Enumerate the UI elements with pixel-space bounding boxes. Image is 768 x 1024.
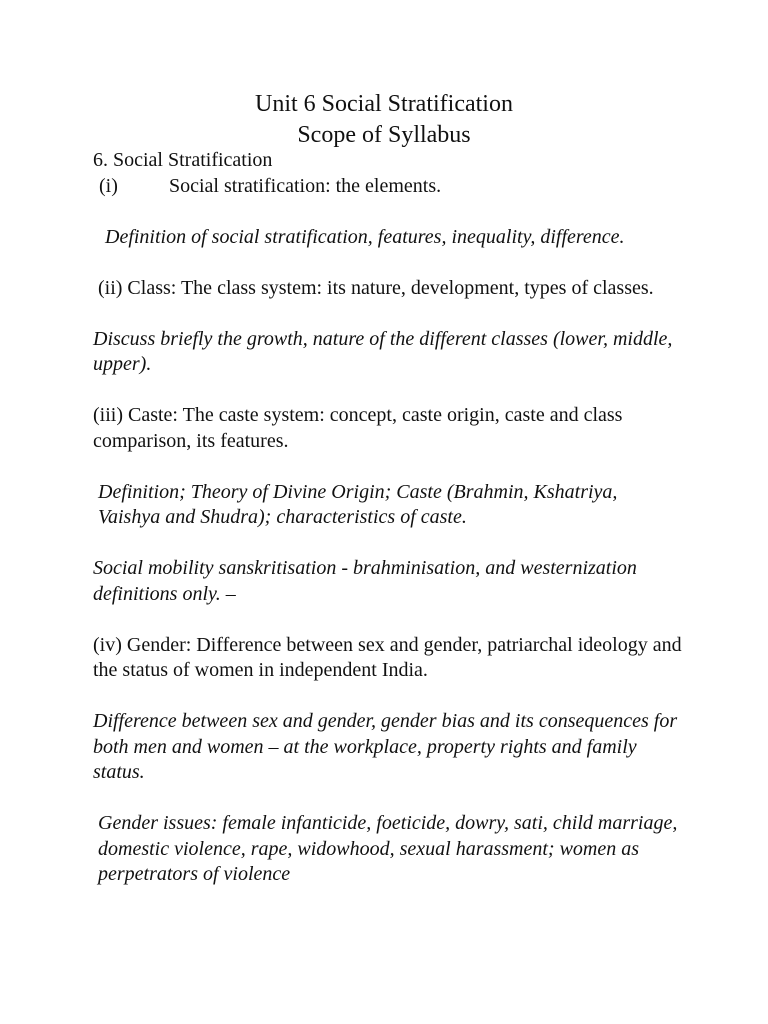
list-item-i-number: (i): [99, 174, 118, 197]
paragraph-ii-class: (ii) Class: The class system: its nature, development, types of classes.: [98, 276, 654, 299]
note-iii-mobility: Social mobility sanskritisation - brahminisation, and westernization definitions only. –: [93, 557, 637, 605]
list-item-i: [93, 174, 683, 200]
note-iii: Definition; Theory of Divine Origin; Caste (Brahmin, Kshatriya, Vaishya and Shudra); characteristics of caste.: [98, 480, 618, 528]
paragraph-iii-caste: (iii) Caste: The caste system: concept, caste origin, caste and class comparison, its features.: [93, 404, 623, 452]
paragraph-iv-gender: (iv) Gender: Difference between sex and gender, patriarchal ideology and the status of women in independent India.: [93, 633, 682, 681]
list-item-i-text: Social stratification: the elements.: [169, 174, 442, 197]
page-subtitle: Scope of Syllabus: [297, 122, 471, 148]
note-iv-issues: Gender issues: female infanticide, foeticide, dowry, sati, child marriage, domestic violence, rape, widowhood, sexual harassment; women as perpetrators of violence: [98, 812, 678, 885]
note-i: Definition of social stratification, features, inequality, difference.: [105, 225, 625, 248]
page-title: Unit 6 Social Stratification: [255, 91, 513, 117]
syllabus-body: [93, 148, 683, 888]
note-iv: Difference between sex and gender, gender bias and its consequences for both men and women – at the workplace, property rights and family status.: [93, 710, 678, 783]
section-title: 6. Social Stratification: [93, 149, 273, 171]
heading-block: [0, 89, 768, 151]
note-ii: Discuss briefly the growth, nature of the different classes (lower, middle, upper).: [93, 327, 673, 375]
